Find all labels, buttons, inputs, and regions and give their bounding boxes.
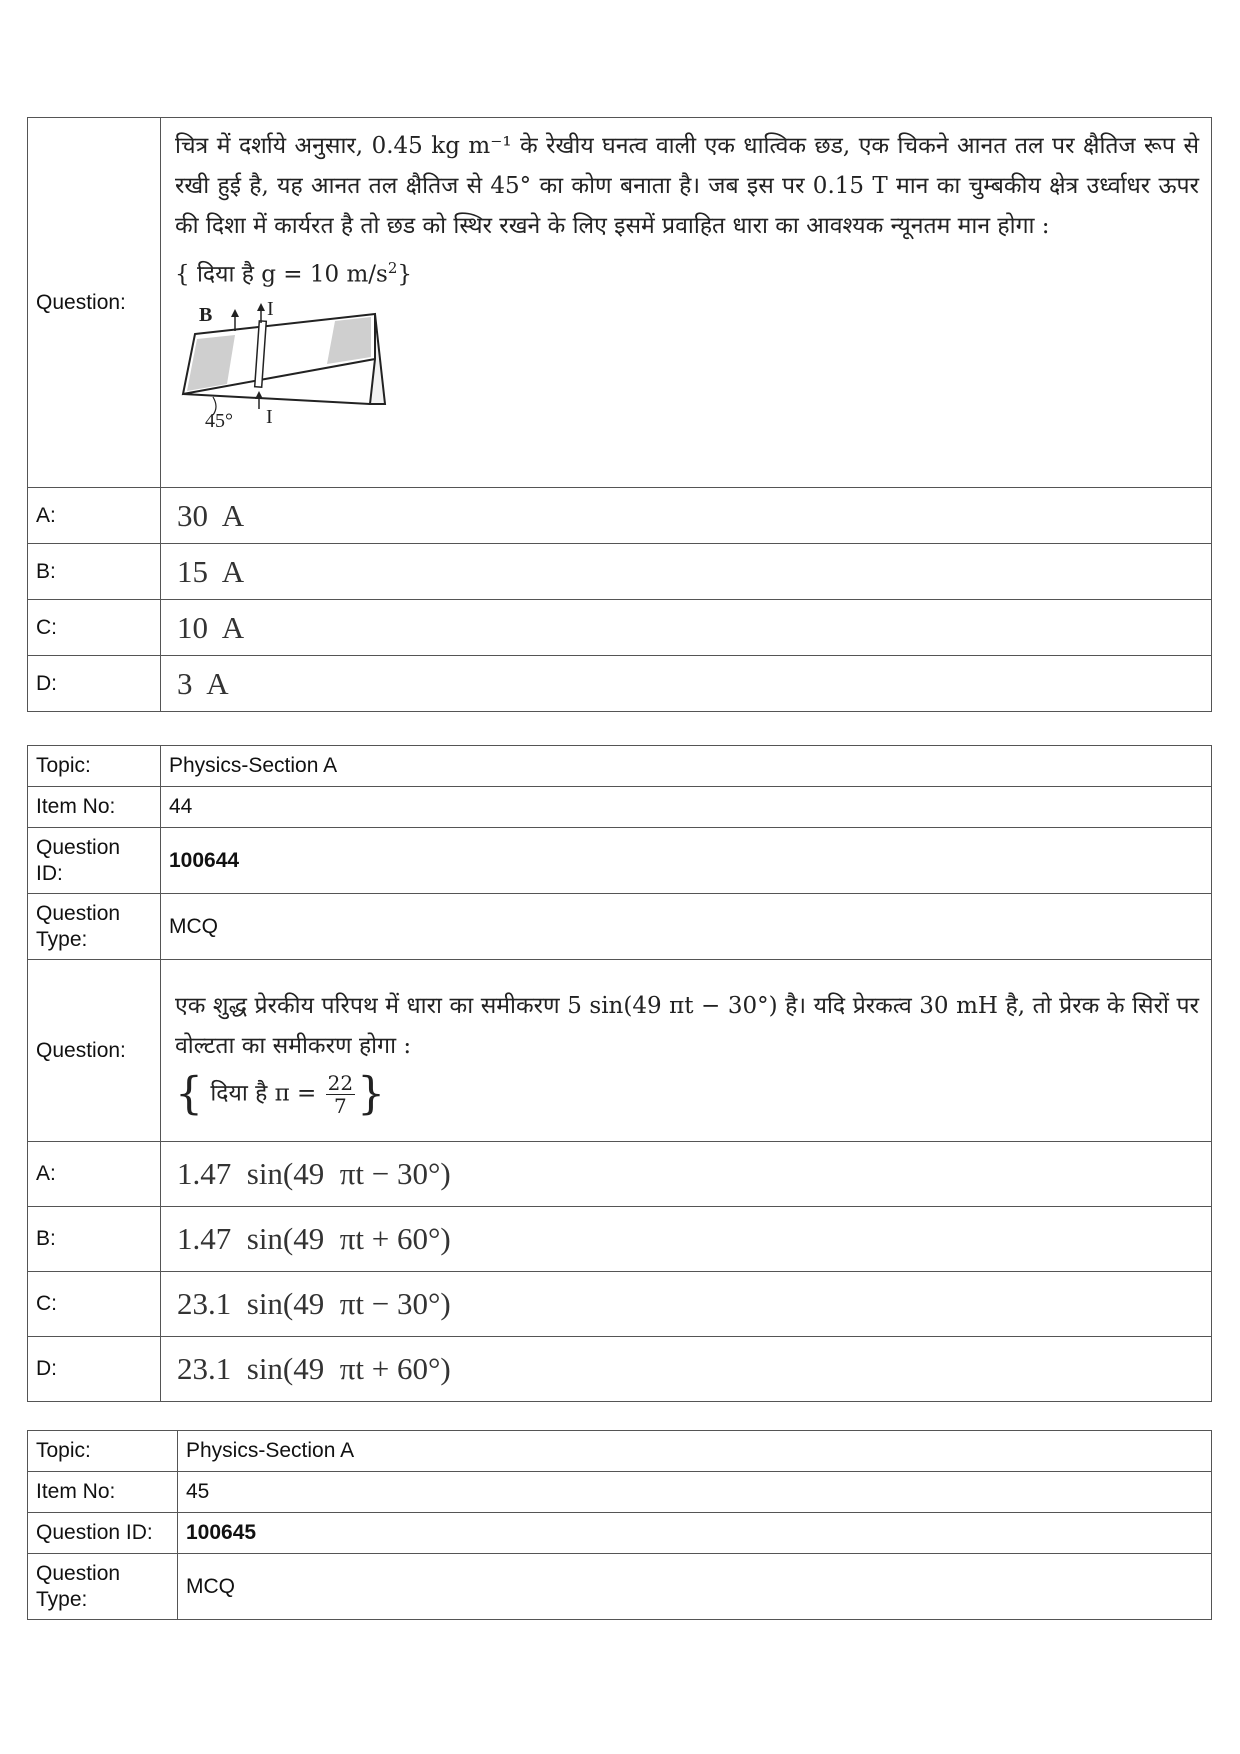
i-arrow-top-head <box>257 303 265 311</box>
qtype-label: Question Type: <box>28 1554 178 1620</box>
given-exponent: 2 <box>387 259 398 277</box>
fraction-denominator: 7 <box>334 1094 347 1118</box>
qid-label: Question ID: <box>28 1513 178 1554</box>
question-table-44 <box>27 745 1212 1402</box>
qid-row <box>28 828 1212 894</box>
qid-label: Question ID: <box>28 828 161 894</box>
pi-fraction <box>326 1072 355 1117</box>
question-label: Question: <box>28 960 161 1142</box>
option-row-d <box>28 1337 1212 1402</box>
option-value: 1.47 sin(49 πt + 60°) <box>161 1207 1212 1272</box>
item-row <box>28 1472 1212 1513</box>
qtype-value: MCQ <box>161 894 1212 960</box>
given-note <box>175 248 1199 295</box>
option-value: 23.1 sin(49 πt − 30°) <box>161 1272 1212 1337</box>
option-value: 15 A <box>161 544 1212 600</box>
qtype-label: Question Type: <box>28 894 161 960</box>
brace-close-icon: } <box>357 1068 386 1120</box>
option-label: D: <box>28 1337 161 1402</box>
b-arrow-head <box>231 309 239 317</box>
given-prefix: { दिया है g = 10 m/s <box>175 261 388 288</box>
option-row-a <box>28 1142 1212 1207</box>
option-row-b <box>28 544 1212 600</box>
option-label: C: <box>28 600 161 656</box>
option-label: D: <box>28 656 161 712</box>
option-row-d <box>28 656 1212 712</box>
topic-value: Physics-Section A <box>161 746 1212 787</box>
question-row <box>28 118 1212 488</box>
option-value: 3 A <box>161 656 1212 712</box>
angle-label: 45° <box>205 409 233 432</box>
option-label: A: <box>28 488 161 544</box>
given-suffix: } <box>397 261 412 288</box>
qid-value: 100644 <box>161 828 1212 894</box>
option-label: A: <box>28 1142 161 1207</box>
question-text: चित्र में दर्शाये अनुसार, 0.45 kg m⁻¹ के रेखीय घनत्व वाली एक धात्विक छड, एक चिकने आनत तल पर क्षैतिज रूप से रखी हुई है, यह आनत तल क्षैतिज से 45° का कोण बनाता है। जब इस पर 0.15 T मान का चुम्बकीय क्षेत्र उर्ध्वाधर ऊपर की दिशा में कार्यरत है तो छड को स्थिर रखने के लिए इसमें प्रवाहित धारा का आवश्यक न्यूनतम मान होगा : <box>175 133 1199 239</box>
item-row <box>28 787 1212 828</box>
qtype-value: MCQ <box>178 1554 1212 1620</box>
topic-label: Topic: <box>28 1431 178 1472</box>
inclined-plane-figure <box>175 299 395 434</box>
topic-label: Topic: <box>28 746 161 787</box>
option-row-b <box>28 1207 1212 1272</box>
option-value: 1.47 sin(49 πt − 30°) <box>161 1142 1212 1207</box>
option-row-a <box>28 488 1212 544</box>
question-table-45 <box>27 1430 1212 1620</box>
question-row <box>28 960 1212 1142</box>
i-label-top: I <box>267 298 274 320</box>
option-row-c <box>28 1272 1212 1337</box>
i-label-bottom: I <box>266 405 273 428</box>
item-label: Item No: <box>28 1472 178 1513</box>
b-label: B <box>199 303 213 326</box>
topic-row <box>28 1431 1212 1472</box>
fraction-numerator: 22 <box>327 1071 354 1095</box>
given-note <box>175 1068 1199 1120</box>
topic-row <box>28 746 1212 787</box>
qtype-row <box>28 894 1212 960</box>
question-table-43 <box>27 117 1212 712</box>
qid-row <box>28 1513 1212 1554</box>
item-value: 44 <box>161 787 1212 828</box>
item-value: 45 <box>178 1472 1212 1513</box>
qtype-row <box>28 1554 1212 1620</box>
option-value: 30 A <box>161 488 1212 544</box>
item-label: Item No: <box>28 787 161 828</box>
qid-value: 100645 <box>178 1513 1212 1554</box>
topic-value: Physics-Section A <box>178 1431 1212 1472</box>
option-label: C: <box>28 1272 161 1337</box>
brace-open-icon: { <box>175 1068 203 1120</box>
option-row-c <box>28 600 1212 656</box>
question-cell <box>161 960 1212 1142</box>
incline-base <box>183 394 370 404</box>
option-value: 10 A <box>161 600 1212 656</box>
given-prefix: दिया है π = <box>210 1080 317 1107</box>
i-arrow-bottom-head <box>255 391 263 399</box>
option-label: B: <box>28 1207 161 1272</box>
option-value: 23.1 sin(49 πt + 60°) <box>161 1337 1212 1402</box>
question-label: Question: <box>28 118 161 488</box>
question-cell <box>161 118 1212 488</box>
question-text: एक शुद्ध प्रेरकीय परिपथ में धारा का समीकरण 5 sin(49 πt − 30°) है। यदि प्रेरकत्व 30 mH है, तो प्रेरक के सिरों पर वोल्टता का समीकरण होगा : <box>175 993 1199 1059</box>
option-label: B: <box>28 544 161 600</box>
